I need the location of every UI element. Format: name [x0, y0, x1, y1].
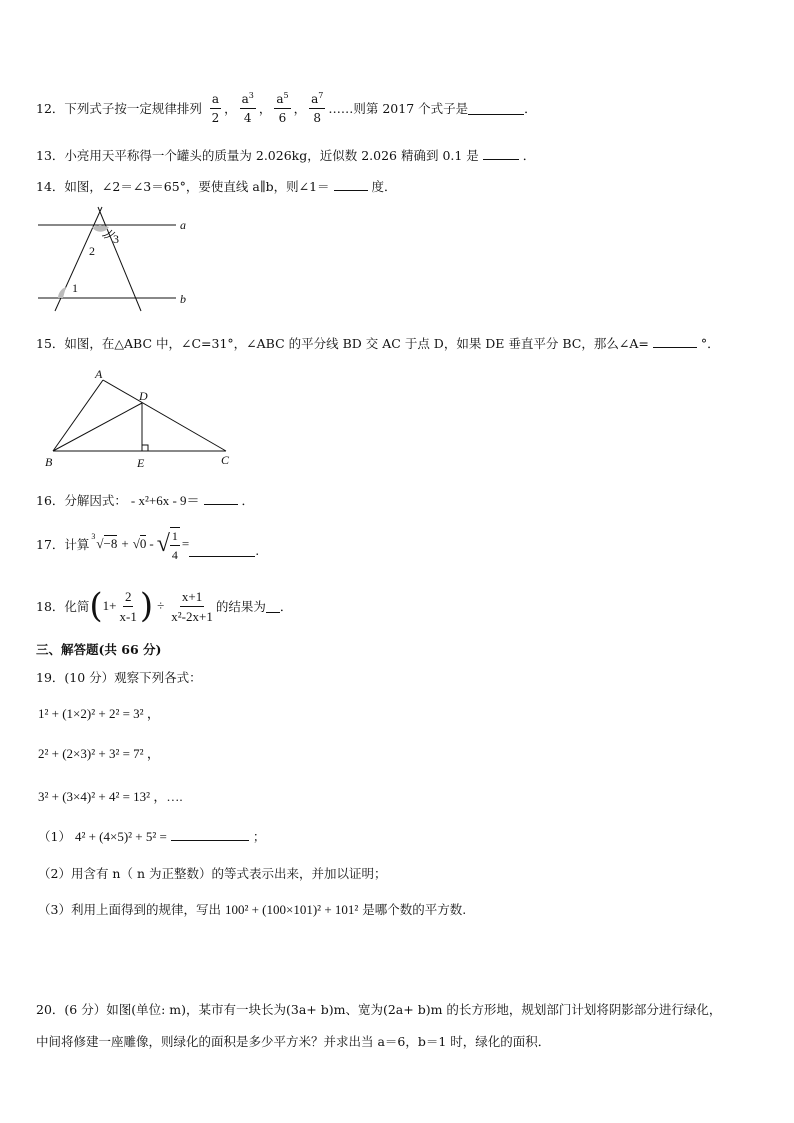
q14-label-b: b	[180, 292, 186, 306]
q18-suffix: 的结果为	[215, 599, 266, 614]
q14-text: 14．如图，∠2＝∠3＝65°，要使直线 a∥b，则∠1＝	[36, 179, 330, 194]
question-13: 13．小亮用天平称得一个罐头的质量为 2.026kg，近似数 2.026 精确到 0.1 是 ．	[36, 148, 536, 163]
q14-label-2: 2	[89, 244, 95, 258]
q18-inner-fraction: $\frac{2}{x-1}$	[119, 588, 137, 624]
q19-part1-answer-blank[interactable]	[171, 828, 249, 841]
question-18: 18．化简 ( 1+ $\frac{2}{x-1}$ ) ÷ $\frac{x+1}{\text{x²-2x+1}}$ 的结果为 ．	[36, 586, 293, 626]
q16-answer-blank[interactable]	[204, 492, 238, 505]
q19-equation-3: 3² + (3×4)² + 4² = 13² ，….	[38, 789, 183, 804]
q18-prefix: 18．化简	[36, 599, 90, 614]
q12-prefix: 12．下列式子按一定规律排列	[36, 101, 202, 116]
q19-part-3: （3）利用上面得到的规律，写出 100² + (100×101)² + 101² 是哪个数的平方数.	[38, 902, 467, 917]
q14-label-3: 3	[113, 232, 119, 246]
question-16: 16．分解因式： - x²+6x - 9＝ ．	[36, 493, 255, 508]
q16-text: 16．分解因式：	[36, 493, 127, 508]
q15-label-E: E	[137, 456, 145, 470]
q18-answer-blank[interactable]	[266, 600, 280, 613]
q15-label-D: D	[139, 389, 148, 403]
q15-label-A: A	[95, 367, 103, 381]
q17-square-root: √0	[132, 536, 147, 551]
q17-cube-root: 3 √−8	[91, 532, 118, 551]
question-19-intro: 19．(10 分）观察下列各式：	[36, 670, 202, 685]
q12-fraction-1: $\frac{a}{2}$	[211, 92, 220, 125]
q15-label-C: C	[221, 453, 230, 467]
question-17: 17．计算 3 √−8 + √0 - √ $\frac{1}{4}$ = .	[36, 529, 260, 562]
q19-equation-2: 2² + (2×3)² + 3² = 7² ，	[38, 746, 160, 761]
q17-prefix: 17．计算	[36, 537, 90, 552]
q12-fraction-2: $\frac{a^3}{4}$	[241, 91, 254, 125]
q15-text: 15．如图，在△ABC 中，∠C=31°，∠ABC 的平分线 BD 交 AC 于点 D，如果 DE 垂直平分 BC，那么∠A=	[36, 336, 649, 351]
q19-part-2: （2）用含有 n（ n 为正整数）的等式表示出来，并加以证明；	[38, 866, 387, 881]
q14-label-1: 1	[72, 281, 78, 295]
question-20-line-1: 20．(6 分）如图(单位: m)，某市有一块长为(3a+ b)m、宽为(2a+ b)m 的长方形地，规划部门计划将阴影部分进行绿化，	[36, 1002, 722, 1017]
q12-suffix: ……则第 2017 个式子是	[328, 101, 469, 116]
q12-fraction-3: $\frac{a^5}{6}$	[276, 91, 289, 125]
section-heading-3: 三、解答题(共 66 分)	[36, 642, 162, 657]
q18-outer-fraction: $\frac{x+1}{\text{x²-2x+1}}$	[171, 588, 213, 624]
q19-part-1: （1） 4² + (4×5)² + 5² = ；	[38, 829, 266, 844]
question-14: 14．如图，∠2＝∠3＝65°，要使直线 a∥b，则∠1＝ 度．	[36, 179, 397, 194]
question-12: 12．下列式子按一定规律排列 $\frac{a}{2}$ ， $\frac{a^3}{4}$ ， $\frac{a^5}{6}$ ， $\frac{a^7}{8}$ ……则第 2017 个式子是 ．	[36, 91, 537, 125]
q16-expression: - x²+6x - 9＝	[130, 493, 200, 508]
q14-label-a: a	[180, 218, 186, 232]
q17-answer-blank[interactable]	[189, 544, 255, 557]
q13-text: 13．小亮用天平称得一个罐头的质量为 2.026kg，近似数 2.026 精确到 0.1 是	[36, 148, 479, 163]
q15-label-B: B	[45, 455, 53, 469]
q17-root-fraction: √ $\frac{1}{4}$	[156, 529, 178, 562]
q12-fraction-4: $\frac{a^7}{8}$	[311, 91, 324, 125]
q19-equation-1: 1² + (1×2)² + 2² = 3² ，	[38, 706, 160, 721]
question-15: 15．如图，在△ABC 中，∠C=31°，∠ABC 的平分线 BD 交 AC 于点 D，如果 DE 垂直平分 BC，那么∠A= °．	[36, 336, 720, 351]
question-20-line-2: 中间将修建一座雕像，则绿化的面积是多少平方米？并求出当 a＝6，b＝1 时，绿化的面积．	[36, 1034, 551, 1049]
